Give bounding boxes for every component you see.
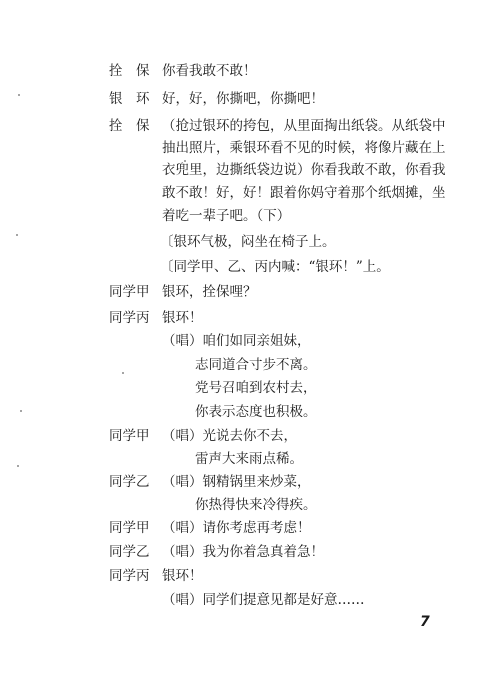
song-line: 雷声大来雨点稀。: [195, 451, 303, 467]
song-line: （唱）我为你着急真着急！: [162, 544, 324, 560]
stage-direction: 衣兜里，边撕纸袋边说）你看我敢不敢，你看我: [162, 162, 446, 178]
speaker-label: 同学甲: [109, 520, 150, 536]
song-line: （唱）请你考虑再考虑！: [162, 520, 311, 536]
dialogue-line: 好，好，你撕吧，你撕吧！: [162, 91, 324, 107]
speaker-label: 同学乙: [109, 544, 150, 560]
dialogue-line: 银环！: [162, 310, 203, 326]
scan-speck: [20, 410, 22, 412]
scan-speck: [16, 234, 18, 236]
speaker-label: 银 环: [109, 91, 150, 107]
stage-direction: 〔银环气极，闷坐在椅子上。: [160, 234, 336, 250]
song-line: （唱）同学们提意见都是好意……: [162, 592, 365, 608]
song-line: 你热得快来冷得疾。: [195, 497, 317, 513]
dialogue-line: 银环，拴保哩？: [162, 284, 257, 300]
song-line: （唱）钢精锅里来炒菜，: [162, 474, 311, 490]
speaker-label: 同学丙: [109, 310, 150, 326]
scan-speck: [122, 372, 124, 374]
speaker-label: 同学乙: [109, 474, 150, 490]
scan-speck: [18, 94, 20, 96]
song-line: 志同道合寸步不离。: [195, 357, 317, 373]
speaker-label: 拴 保: [109, 63, 150, 79]
speaker-label: 拴 保: [109, 118, 150, 134]
dialogue-line: 敢不敢！好，好！跟着你妈守着那个纸烟摊，坐: [162, 185, 446, 201]
speaker-label: 同学丙: [109, 568, 150, 584]
scan-speck: [17, 465, 19, 467]
stage-direction: 〔同学甲、乙、丙内喊：“银环！”上。: [160, 259, 390, 275]
song-line: 你表示态度也积极。: [195, 404, 317, 420]
stage-direction: （抢过银环的挎包，从里面掏出纸袋。从纸袋中: [162, 118, 446, 134]
song-line: 党号召咱到农村去，: [195, 380, 317, 396]
song-line: （唱）咱们如同亲姐妹，: [162, 333, 311, 349]
scan-speck: [184, 160, 186, 162]
song-line: （唱）光说去你不去，: [162, 428, 297, 444]
speaker-label: 同学甲: [109, 428, 150, 444]
page-number: 7: [420, 614, 430, 630]
dialogue-line: 银环！: [162, 568, 203, 584]
speaker-label: 同学甲: [109, 284, 150, 300]
stage-direction: 抽出照片，乘银环看不见的时候，将像片藏在上: [162, 140, 446, 156]
dialogue-line: 你看我敢不敢！: [162, 63, 257, 79]
dialogue-line: 着吃一辈子吧。（下）: [162, 208, 291, 224]
